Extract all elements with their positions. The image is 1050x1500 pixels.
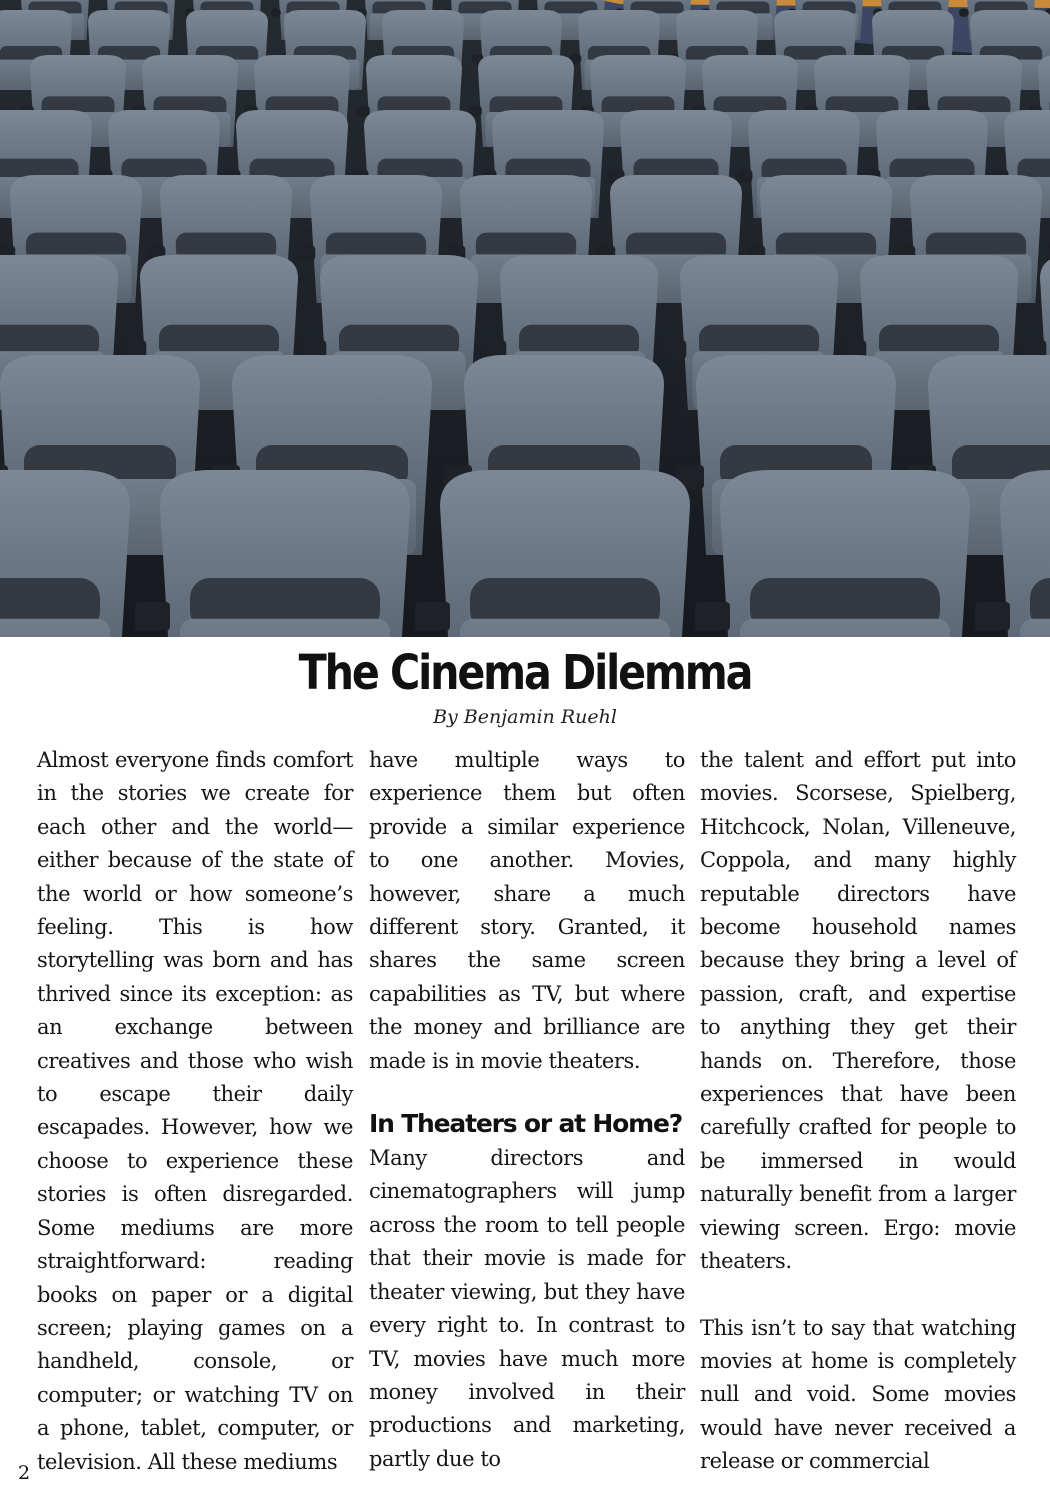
seat-icon [135,470,410,637]
seat-icon [415,470,690,637]
paragraph-talent: the talent and effort put into movies. Scorsese, Spielberg, Hitchcock, Nolan, Villeneuve, Coppola, and many highly reputable directors have become household names because they bring a level of passion, craft, and expertise to anything they get their hands on. Therefore, those experiences that have been carefully crafted for people to be immersed in would naturally benefit from a larger viewing screen. Ergo: movie theaters. [700,748,1016,1274]
paragraph-directors: Many directors and cinematographers will jump across the room to tell people that their movie is made for theater viewing, but they have every right to. In contrast to TV, movies have much more money involved in their productions and marketing, partly due to [369,1146,685,1471]
page-number: 2 [18,1462,31,1484]
article-title: The Cinema Dilemma [298,645,752,701]
seat-icon [695,470,970,637]
seat-rows [0,0,1050,637]
column-1 [37,744,353,1479]
column-2 [369,744,685,1476]
section-heading: In Theaters or at Home? [369,1109,683,1139]
paragraph-movies: have multiple ways to experience them but often provide a similar experience to one another. Movies, however, share a much different story. Granted, it shares the same screen capabilities as TV, but where the money and brilliance are made is in movie theaters. [369,748,685,1073]
theater-seats-illustration [0,0,1050,637]
seat-icon [0,470,130,637]
column-3 [700,744,1016,1479]
paragraph-intro: Almost everyone finds comfort in the stories we create for each other and the world—either because of the state of the world or how someone’s feeling. This is how storytelling was born and has thrived since its exception: as an exchange between creatives and those who wish to escape their daily escapades. However, how we choose to experience these stories is often disregarded. Some mediums are more straightforward: reading books on paper or a digital screen; playing games on a handheld, console, or computer; or watching TV on a phone, tablet, computer, or television. All these mediums [37,748,353,1474]
article-byline: By Benjamin Ruehl [433,706,617,728]
hero-photo [0,0,1050,637]
paragraph-home: This isn’t to say that watching movies at home is completely null and void. Some movies would have never received a release or commercial [700,1315,1016,1474]
